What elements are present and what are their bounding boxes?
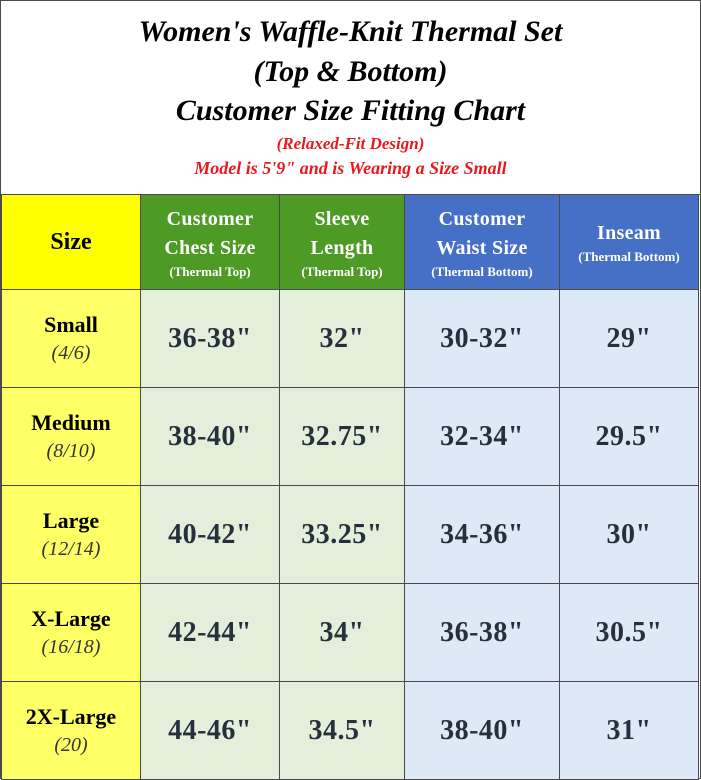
sleeve-value: 32.75"	[301, 420, 383, 452]
chest-cell	[141, 290, 280, 388]
waist-value: 34-36"	[440, 518, 524, 550]
waist-value: 32-34"	[440, 420, 524, 452]
waist-cell	[405, 290, 560, 388]
sleeve-cell	[280, 290, 405, 388]
waist-cell	[405, 584, 560, 682]
size-range: (16/18)	[41, 635, 101, 658]
size-range: (8/10)	[46, 439, 96, 462]
size-cell	[2, 584, 141, 682]
inseam-cell	[560, 486, 699, 584]
table-row	[2, 682, 699, 780]
sleeve-cell	[280, 388, 405, 486]
waist-header-line-2: Waist Size	[436, 236, 528, 259]
size-range: (12/14)	[41, 537, 101, 560]
model-note: Model is 5'9" and is Wearing a Size Small	[194, 158, 507, 178]
table-row	[2, 388, 699, 486]
inseam-value: 31"	[606, 714, 652, 746]
size-name: Medium	[31, 409, 111, 435]
chest-cell	[141, 486, 280, 584]
sleeve-header-line-1: Sleeve	[314, 207, 370, 230]
size-cell	[2, 290, 141, 388]
table-row	[2, 486, 699, 584]
chest-header-line-2: Chest Size	[164, 236, 256, 259]
size-cell	[2, 486, 141, 584]
size-table	[1, 194, 699, 780]
chart-title-line-1: Women's Waffle-Knit Thermal Set	[138, 15, 563, 48]
inseam-value: 30"	[606, 518, 652, 550]
size-name: X-Large	[31, 605, 111, 631]
sleeve-header-sub: (Thermal Top)	[301, 263, 383, 279]
chest-header-sub: (Thermal Top)	[169, 263, 251, 279]
chart-title-line-2: (Top & Bottom)	[253, 55, 448, 88]
sleeve-column-header	[280, 195, 405, 290]
inseam-value: 29"	[606, 322, 652, 354]
fit-note: (Relaxed-Fit Design)	[276, 134, 425, 153]
size-cell	[2, 388, 141, 486]
sleeve-cell	[280, 584, 405, 682]
sleeve-value: 33.25"	[301, 518, 383, 550]
sleeve-cell	[280, 682, 405, 780]
waist-cell	[405, 486, 560, 584]
waist-value: 30-32"	[440, 322, 524, 354]
chart-title-line-3: Customer Size Fitting Chart	[175, 94, 526, 127]
chest-column-header	[141, 195, 280, 290]
waist-header-line-1: Customer	[438, 207, 526, 230]
sleeve-value: 34"	[319, 616, 365, 648]
header-row	[2, 195, 699, 290]
size-range: (20)	[54, 733, 88, 756]
chest-value: 38-40"	[168, 420, 252, 452]
sleeve-value: 34.5"	[308, 714, 376, 746]
title-block	[1, 1, 700, 195]
chest-value: 44-46"	[168, 714, 252, 746]
sleeve-cell	[280, 486, 405, 584]
inseam-cell	[560, 584, 699, 682]
size-range: (4/6)	[51, 341, 91, 364]
inseam-cell	[560, 388, 699, 486]
inseam-header-line-1: Inseam	[596, 222, 662, 244]
chest-header-line-1: Customer	[166, 207, 254, 230]
table-row	[2, 290, 699, 388]
size-name: Large	[42, 507, 100, 533]
chest-value: 40-42"	[168, 518, 252, 550]
chest-cell	[141, 682, 280, 780]
inseam-column-header	[560, 195, 699, 290]
inseam-value: 30.5"	[595, 616, 663, 648]
inseam-header-sub: (Thermal Bottom)	[578, 249, 680, 264]
waist-value: 36-38"	[440, 616, 524, 648]
inseam-value: 29.5"	[595, 420, 663, 452]
waist-column-header	[405, 195, 560, 290]
waist-value: 38-40"	[440, 714, 524, 746]
chest-value: 36-38"	[168, 322, 252, 354]
size-cell	[2, 682, 141, 780]
chest-cell	[141, 388, 280, 486]
inseam-cell	[560, 682, 699, 780]
inseam-cell	[560, 290, 699, 388]
sleeve-header-line-2: Length	[310, 236, 374, 259]
waist-cell	[405, 388, 560, 486]
sleeve-value: 32"	[319, 322, 365, 354]
chest-cell	[141, 584, 280, 682]
size-column-header: Size	[2, 195, 141, 290]
waist-cell	[405, 682, 560, 780]
size-name: 2X-Large	[25, 703, 117, 729]
size-name: Small	[44, 311, 98, 337]
waist-header-sub: (Thermal Bottom)	[431, 263, 533, 279]
table-row	[2, 584, 699, 682]
chest-value: 42-44"	[168, 616, 252, 648]
